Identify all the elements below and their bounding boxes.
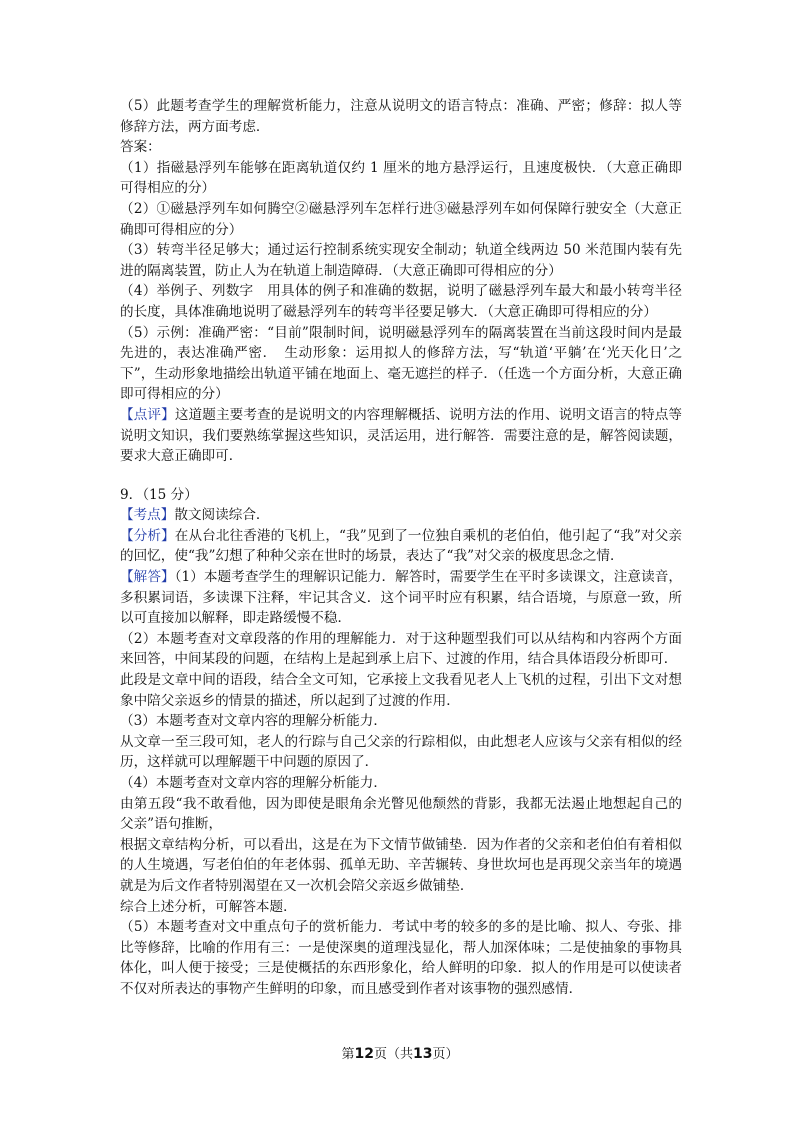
q8-item5-analysis: （5）此题考查学生的理解赏析能力，注意从说明文的语言特点：准确、严密；修辞：拟人等修辞方法，两方面考虑． bbox=[120, 98, 682, 135]
comment-tag: 【点评】 bbox=[120, 406, 175, 423]
answer-1: （1）指磁悬浮列车能够在距离轨道仅约 1 厘米的地方悬浮运行，且速度极快．（大意正确即可得相应的分） bbox=[120, 159, 682, 197]
q9-paragraph-7: 根据文章结构分析，可以看出，这是在为下文情节做铺垫．因为作者的父亲和老伯伯有着相似的人生境遇，写老伯伯的年老体弱、孤单无助、辛苦辗转、身世坎坷也是再现父亲当年的境遇就是为后文作者特别渴望在又一次机会陪父亲返乡做铺垫． bbox=[120, 836, 682, 894]
fenxi-tag: 【分析】 bbox=[120, 527, 175, 544]
footer-total-pages: 13 bbox=[413, 1046, 433, 1062]
kaodian-tag: 【考点】 bbox=[120, 507, 175, 524]
q9-paragraph-2: 此段是文章中间的语段，结合全文可知，它承接上文我看见老人上飞机的过程，引出下文对想象中陪父亲返乡的情景的描述，所以起到了过渡的作用． bbox=[120, 672, 682, 709]
comment-text: 这道题主要考查的是说明文的内容理解概括、说明方法的作用、说明文语言的特点等说明文知识，我们要熟练掌握这些知识，灵活运用，进行解答．需要注意的是，解答阅读题，要求大意正确即可． bbox=[120, 406, 683, 465]
kaodian-text: 散文阅读综合． bbox=[174, 507, 270, 524]
page-footer bbox=[0, 1043, 800, 1062]
answer-3: （3）转弯半径足够大；通过运行控制系统实现安全制动；轨道全线两边 50 米范围内装有先进的隔离装置，防止人为在轨道上制造障碍．（大意正确即可得相应的分） bbox=[120, 242, 682, 279]
comment-paragraph bbox=[120, 405, 682, 467]
q9-paragraph-4: 从文章一至三段可知，老人的行踪与自己父亲的行踪相似，由此想老人应该与父亲有相似的经历，这样就可以理解题干中问题的原因了． bbox=[120, 733, 682, 771]
footer-prefix: 第 bbox=[341, 1047, 355, 1062]
jieda-paragraph bbox=[120, 567, 682, 629]
fenxi-text: 在从台北往香港的飞机上，“我”见到了一位独自乘机的老伯伯，他引起了“我”对父亲的回忆，使“我”幻想了种种父亲在世时的场景，表达了“我”对父亲的极度思念之情． bbox=[120, 527, 683, 565]
q9-paragraph-5: （4）本题考查对文章内容的理解分析能力． bbox=[120, 775, 387, 791]
section-gap bbox=[120, 467, 682, 485]
q9-paragraph-8: 综合上述分析，可解答本题． bbox=[120, 898, 297, 915]
question-9-heading: 9．（15 分） bbox=[120, 486, 198, 503]
answer-4: （4）举例子、列数字 用具体的例子和准确的数据，说明了磁悬浮列车最大和最小转弯半径的长度，具体准确地说明了磁悬浮列车的转弯半径要足够大．（大意正确即可得相应的分） bbox=[120, 283, 682, 320]
q9-paragraph-1: （2）本题考查对文章段落的作用的理解能力．对于这种题型我们可以从结构和内容两个方面来回答，中间某段的问题，在结构上是起到承上启下、过渡的作用，结合具体语段分析即可． bbox=[120, 630, 682, 668]
jieda-tag: 【解答】 bbox=[120, 569, 175, 586]
q9-paragraph-9: （5）本题考查对文中重点句子的赏析能力．考试中考的较多的多的是比喻、拟人、夸张、排比等修辞，比喻的作用有三：一是使深奥的道理浅显化，帮人加深体味；二是使抽象的事物具体化，叫人便于接受；三是使概括的东西形象化，给人鲜明的印象．拟人的作用是可以使读者不仅对所表达的事物产生鲜明的印象，而且感受到作者对该事物的强烈感情． bbox=[120, 919, 682, 997]
fenxi-paragraph bbox=[120, 526, 682, 567]
footer-suffix: 页） bbox=[432, 1047, 459, 1062]
kaodian-paragraph bbox=[120, 505, 682, 526]
jieda-text: （1）本题考查学生的理解识记能力．解答时，需要学生在平时多读课文，注意读音，多积累词语，多读课下注释，牢记其含义．这个词平时应有积累，结合语境，与原意一致，所以可直接加以解释，即走路缓慢不稳． bbox=[120, 569, 682, 627]
q9-paragraph-3: （3）本题考查对文章内容的理解分析能力． bbox=[120, 713, 387, 730]
page-content bbox=[120, 96, 682, 1000]
answer-5: （5）示例：准确严密：“目前”限制时间，说明磁悬浮列车的隔离装置在当前这段时间内是最先进的，表达准确严密． 生动形象：运用拟人的修辞方法，写“轨道‘平躺’在‘光天化日’之下”，生动形象地描绘出轨道平铺在地面上、毫无遮拦的样子．（任选一个方面分析，大意正确即可得相应的分） bbox=[120, 324, 682, 403]
footer-middle: 页（共 bbox=[373, 1047, 413, 1062]
answer-label: 答案： bbox=[120, 139, 161, 156]
footer-page-number: 12 bbox=[354, 1046, 374, 1062]
q9-paragraph-6: 由第五段“我不敢看他，因为即使是眼角余光瞥见他颓然的背影，我都无法遏止地想起自己的父亲”语句推断， bbox=[120, 795, 682, 833]
answer-2: （2）①磁悬浮列车如何腾空②磁悬浮列车怎样行进③磁悬浮列车如何保障行驶安全（大意正确即可得相应的分） bbox=[120, 200, 682, 238]
